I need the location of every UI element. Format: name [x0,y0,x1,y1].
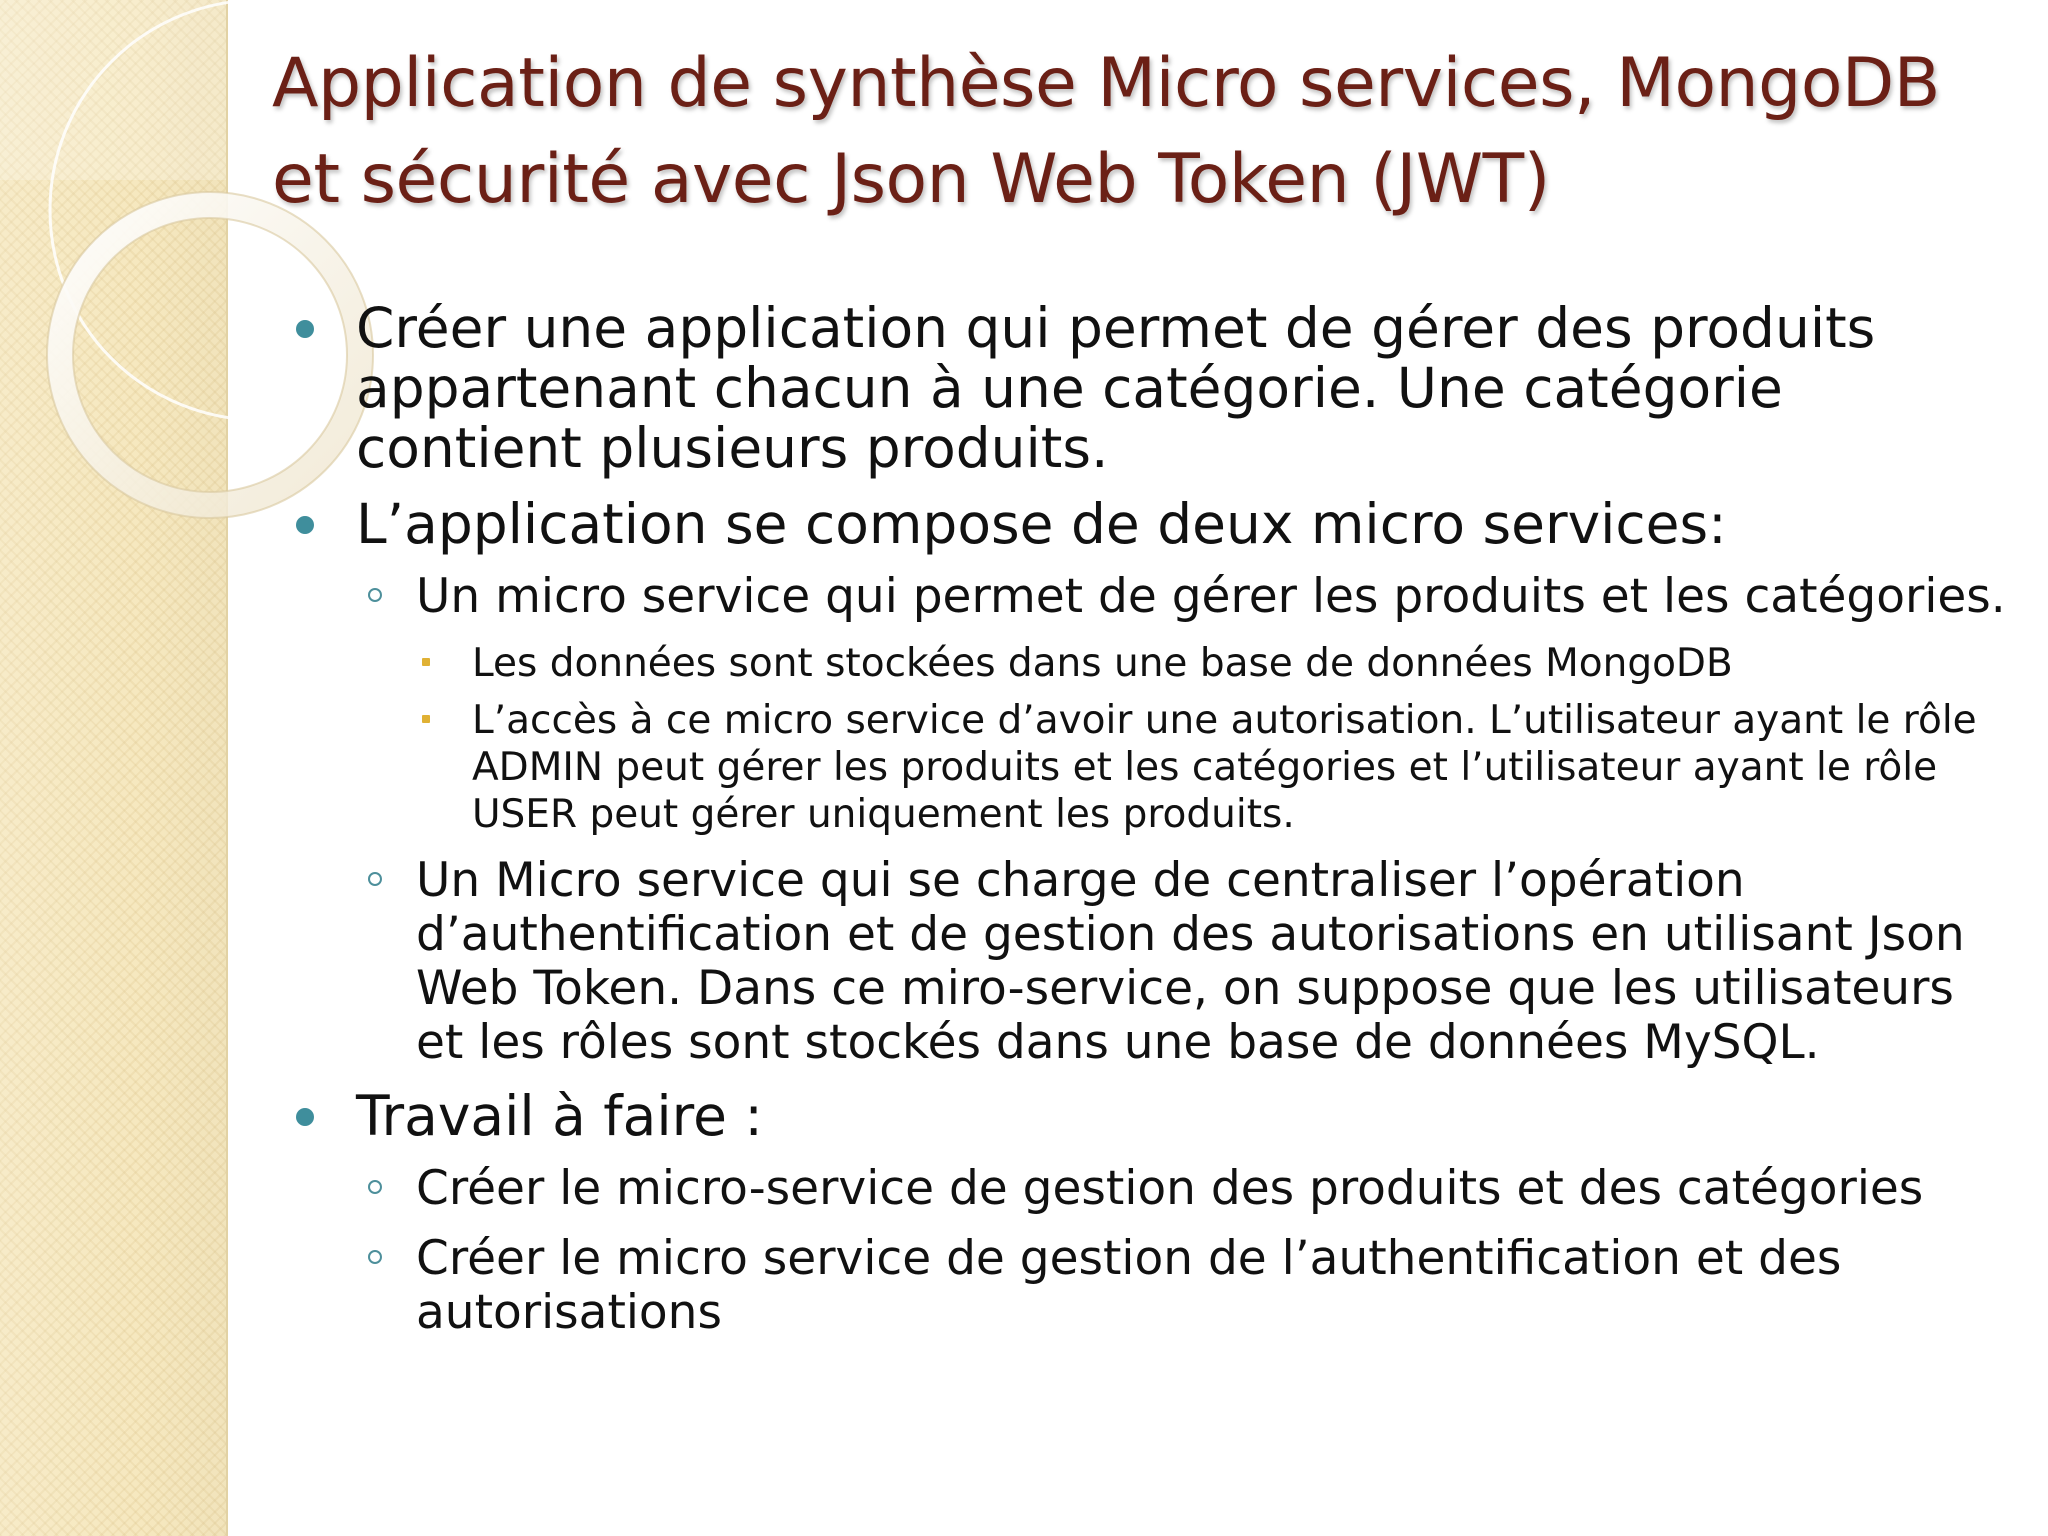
list-item [290,640,2010,687]
list-item-text: Un Micro service qui se charge de centraliser l’opération d’authentification et de gestion des autorisations en utilisant Json Web Token. Dans ce miro-service, on suppose que les utilisateurs et les rôles sont stockés dans une base de données MySQL. [416,853,1965,1070]
square-bullet-icon [422,658,430,666]
hollow-circle-bullet-icon [368,588,382,602]
list-item-text: L’accès à ce micro service d’avoir une autorisation. L’utilisateur ayant le rôle ADMIN peut gérer les produits et les catégories et l’utilisateur ayant le rôle USER peut gérer uniquement les produits. [472,698,1977,837]
list-item-text: Un micro service qui permet de gérer les produits et les catégories. [416,569,2006,624]
list-item [290,298,2010,478]
list-item [290,494,2010,554]
list-item [290,854,2010,1070]
round-bullet-icon [296,516,314,534]
bullet-list [290,298,2010,1356]
round-bullet-icon [296,1108,314,1126]
list-item [290,1162,2010,1216]
list-item [290,1232,2010,1340]
round-bullet-icon [296,320,314,338]
list-item [290,697,2010,838]
hollow-circle-bullet-icon [368,872,382,886]
hollow-circle-bullet-icon [368,1180,382,1194]
list-item-text: L’application se compose de deux micro services: [356,492,1727,556]
list-item-text: Travail à faire : [356,1084,763,1148]
list-item-text: Créer une application qui permet de gérer des produits appartenant chacun à une catégorie. Une catégorie contient plusieurs produits. [356,296,1876,480]
square-bullet-icon [422,715,430,723]
list-item [290,570,2010,624]
list-item-text: Les données sont stockées dans une base de données MongoDB [472,641,1733,686]
slide-title: Application de synthèse Micro services, MongoDB et sécurité avec Json Web Token (JWT) [272,44,1940,219]
hollow-circle-bullet-icon [368,1250,382,1264]
list-item-text: Créer le micro-service de gestion des produits et des catégories [416,1161,1924,1216]
list-item [290,1086,2010,1146]
list-item-text: Créer le micro service de gestion de l’authentification et des autorisations [416,1231,1842,1340]
light-corner-panel [0,0,226,180]
